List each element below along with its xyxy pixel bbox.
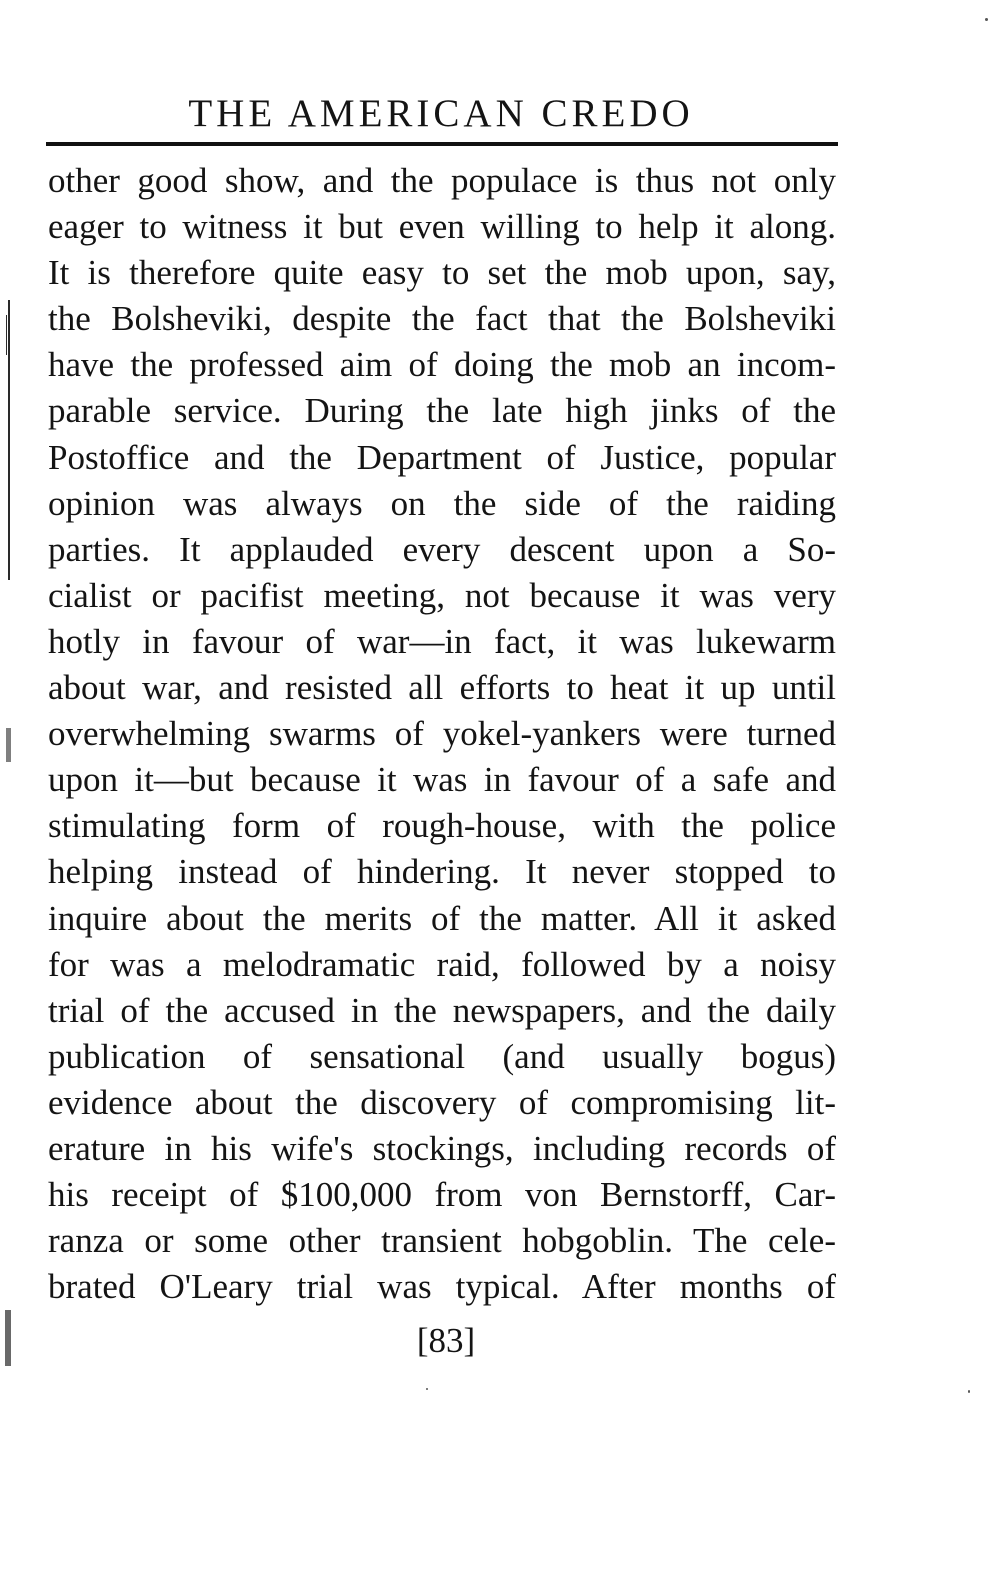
scan-speck xyxy=(426,1388,428,1390)
text-line: overwhelming swarms of yokel-yankers were turned xyxy=(48,714,836,754)
scan-blemish xyxy=(6,728,11,762)
text-line: erature in his wife's stockings, including records of xyxy=(48,1128,836,1168)
text-line: for was a melodramatic raid, followed by a noisy xyxy=(48,944,836,984)
text-line: his receipt of $100,000 from von Bernstorff, Car- xyxy=(48,1175,836,1215)
scan-speck xyxy=(968,1390,970,1393)
text-line: inquire about the merits of the matter. All it asked xyxy=(48,898,836,938)
scan-margin-line xyxy=(8,300,10,580)
text-line: hotly in favour of war—in fact, it was lukewarm xyxy=(48,621,836,661)
scan-margin-line xyxy=(6,315,7,355)
text-line: opinion was always on the side of the raiding xyxy=(48,483,836,523)
text-line: brated O'Leary trial was typical. After months of xyxy=(48,1267,836,1307)
text-line: helping instead of hindering. It never stopped to xyxy=(48,852,836,892)
header-rule xyxy=(46,142,838,146)
page-number: [83] xyxy=(416,1321,476,1360)
text-line: Postoffice and the Department of Justice, popular xyxy=(48,437,836,477)
text-line: stimulating form of rough-house, with the police xyxy=(48,806,836,846)
text-line: about war, and resisted all efforts to heat it up until xyxy=(48,668,836,708)
running-head: THE AMERICAN CREDO xyxy=(188,92,694,135)
text-line: cialist or pacifist meeting, not because it was very xyxy=(48,575,836,615)
text-line: parable service. During the late high jinks of the xyxy=(48,391,836,431)
scan-speck xyxy=(985,18,988,21)
text-line: upon it—but because it was in favour of a safe and xyxy=(48,760,836,800)
text-line: parties. It applauded every descent upon a So- xyxy=(48,529,836,569)
text-line: ranza or some other transient hobgoblin. The cele- xyxy=(48,1221,836,1261)
text-line: It is therefore quite easy to set the mob upon, say, xyxy=(48,253,836,293)
text-line: eager to witness it but even willing to help it along. xyxy=(48,207,836,247)
text-line: publication of sensational (and usually bogus) xyxy=(48,1036,836,1076)
text-line: the Bolsheviki, despite the fact that the Bolsheviki xyxy=(48,299,836,339)
body-text xyxy=(48,158,836,1310)
text-line: trial of the accused in the newspapers, and the daily xyxy=(48,990,836,1030)
text-line: evidence about the discovery of compromising lit- xyxy=(48,1082,836,1122)
text-line: other good show, and the populace is thus not only xyxy=(48,161,836,200)
text-line: have the professed aim of doing the mob an incom- xyxy=(48,345,836,385)
scan-blemish xyxy=(5,1310,11,1366)
